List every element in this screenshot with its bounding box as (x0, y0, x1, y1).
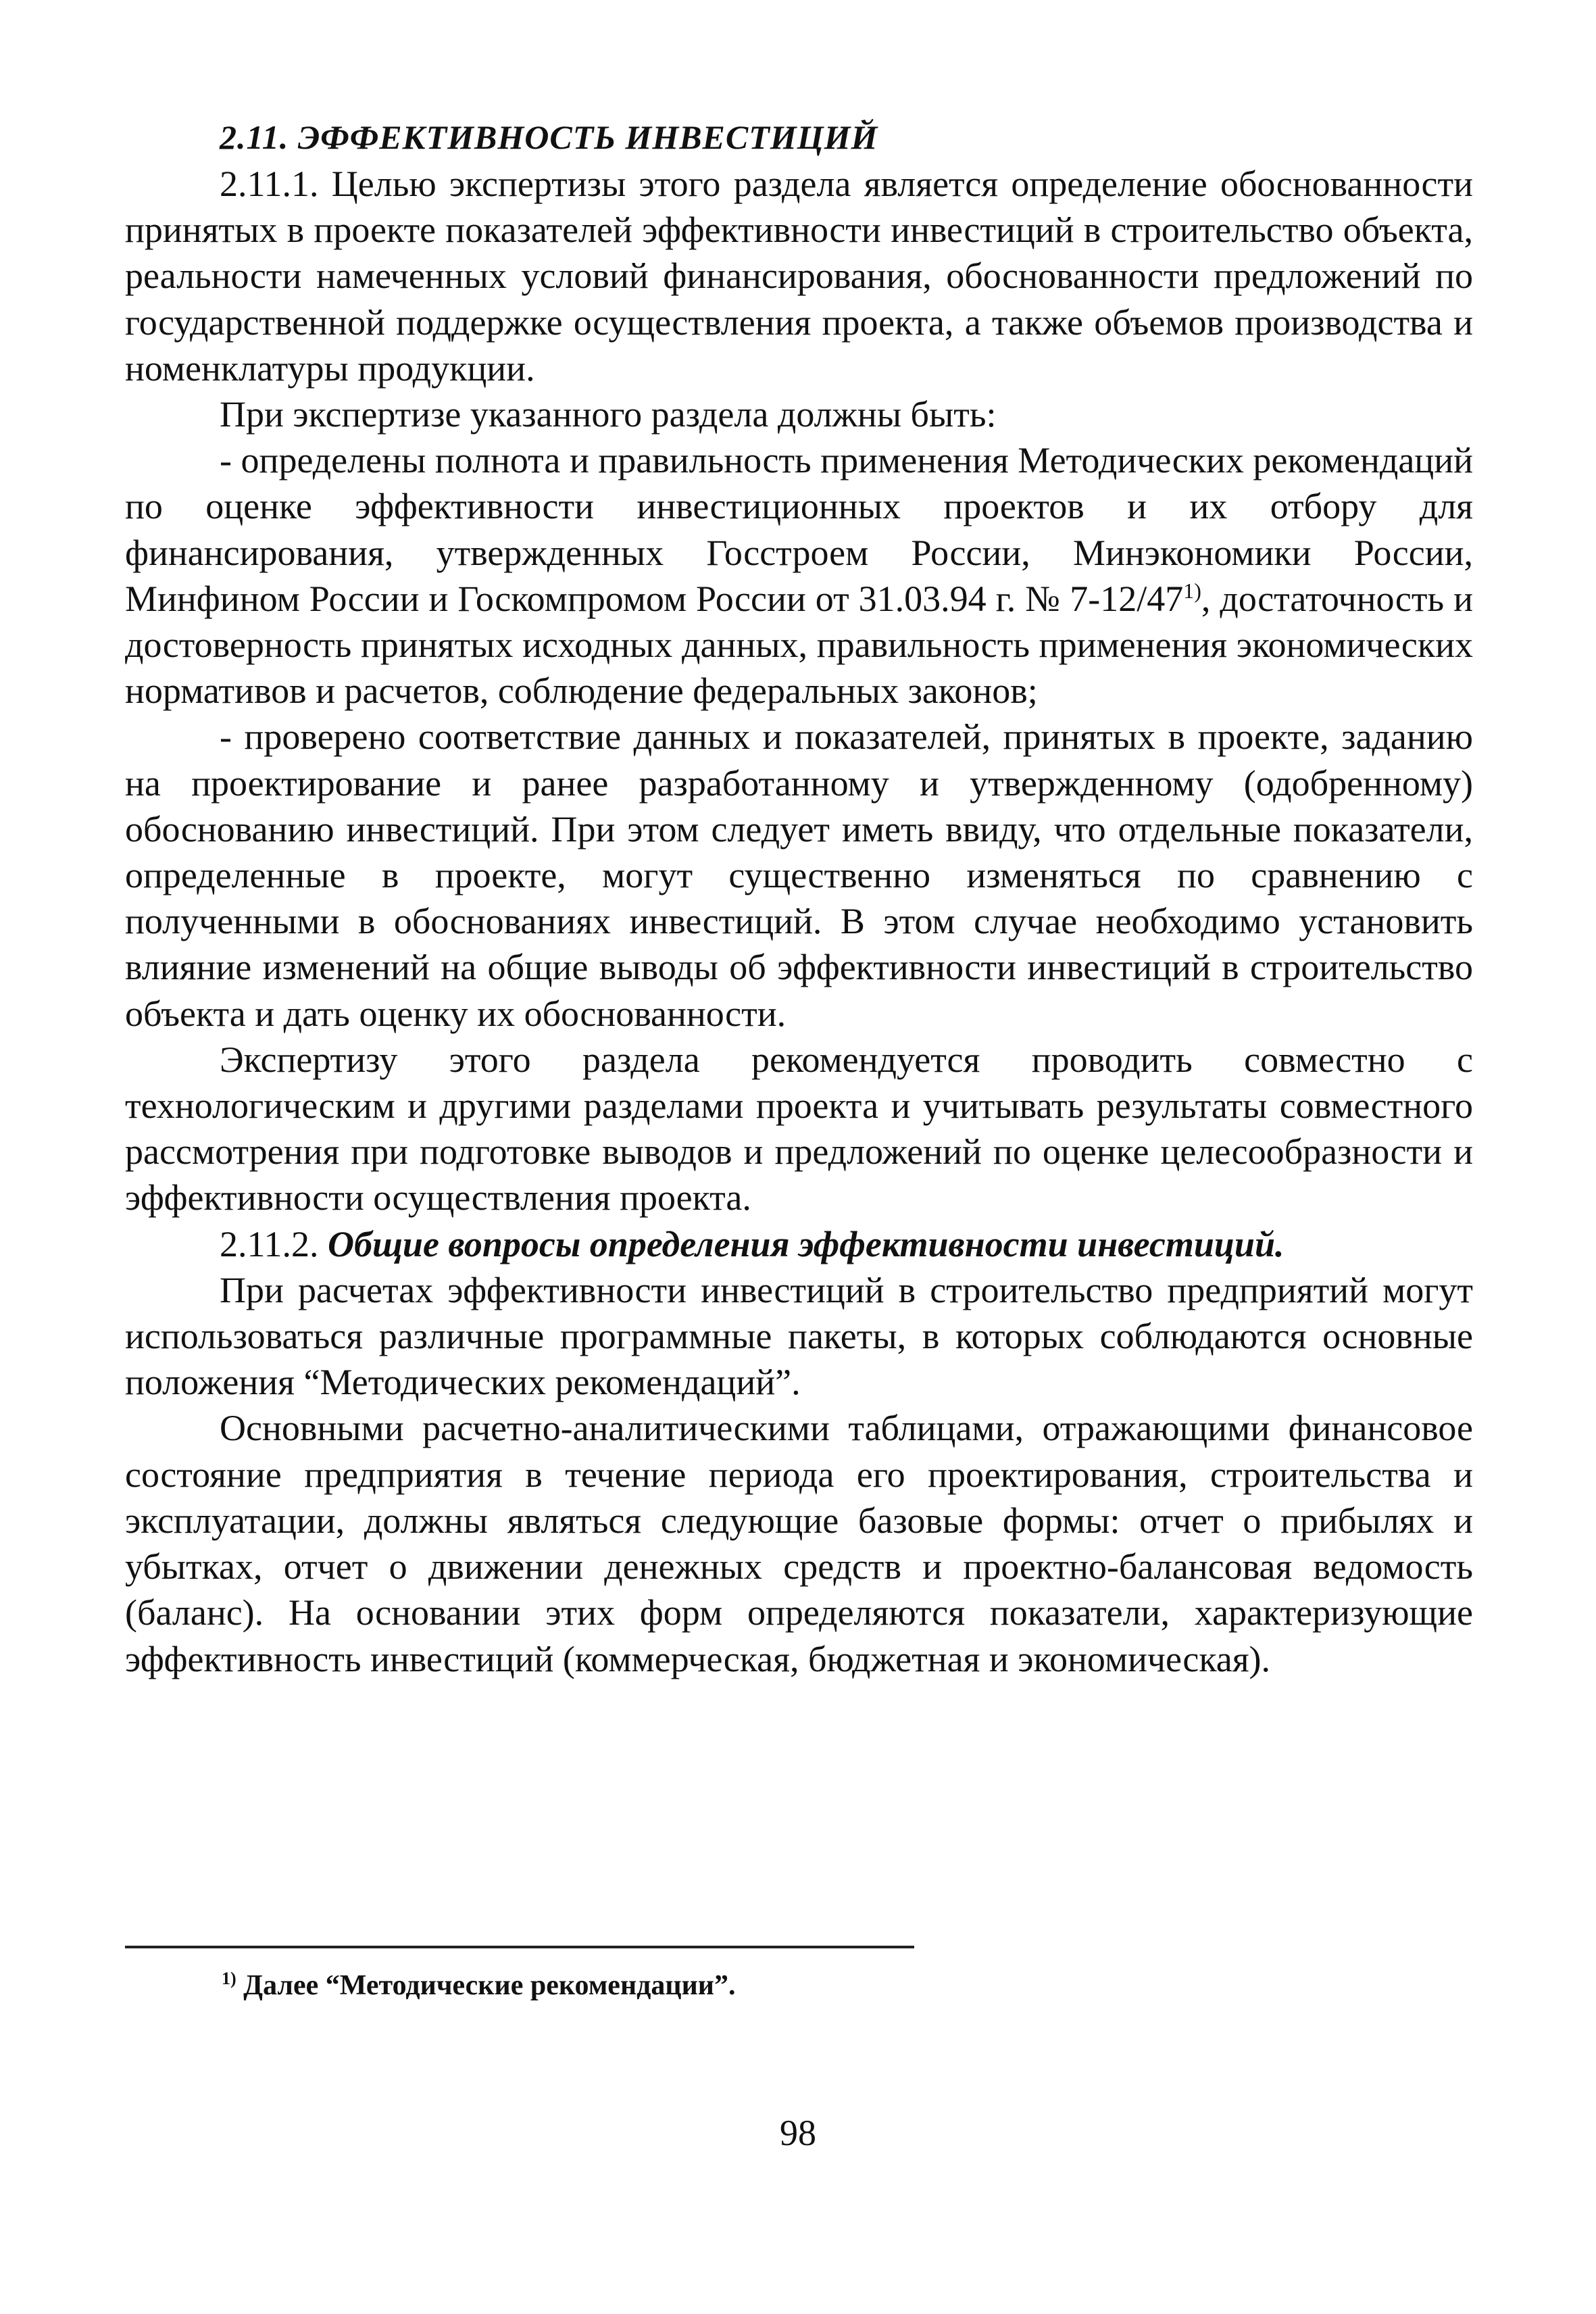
page-number: 98 (780, 2113, 816, 2153)
footnote-reference: 1) (1183, 578, 1201, 603)
list-item-text: - определены полнота и правильность применения Методических рекомендаций по оценке эффективности инвестиционных проектов и их отбору для финансирования, утвержденных Госстроем России, Минэкономики России, Минфином России и Госкомпромом России от 31.03.94 г. № 7-12/47 (125, 440, 1473, 619)
paragraph-text: Целью экспертизы этого раздела является определение обоснованности принятых в проекте показателей эффективности инвестиций в строительство объекта, реальности намеченных условий финансирования, обоснованности предложений по государственной поддержке осуществления проекта, а также объемов производства и номенклатуры продукции. (125, 164, 1473, 389)
paragraph-2-11-2 (125, 1221, 1473, 1267)
paragraph-2-11-1 (125, 161, 1473, 391)
footnote-marker: 1) (222, 1969, 236, 1988)
section-heading (220, 115, 1473, 159)
paragraph-base-forms: Основными расчетно-аналитическими таблицами, отражающими финансовое состояние предприятия в течение периода его проектирования, строительства и эксплуатации, должны являться следующие базовые формы: отчет о прибылях и убытках, отчет о движении денежных средств и проектно-балансовая ведомость (баланс). На основании этих форм определяются показатели, характеризующие эффективность инвестиций (коммерческая, бюджетная и экономическая). (125, 1408, 1473, 1679)
paragraph-software-packages: При расчетах эффективности инвестиций в строительство предприятий могут использоваться различные программные пакеты, в которых соблюдаются основные положения “Методических рекомендаций”. (125, 1269, 1473, 1403)
list-item-methodology (125, 437, 1473, 714)
footnote (222, 1968, 736, 2003)
paragraph-number: 2.11.1. (220, 164, 319, 204)
paragraph-number: 2.11.2. (220, 1223, 319, 1264)
footnote-divider (125, 1946, 914, 1948)
paragraph-joint-review: Экспертизу этого раздела рекомендуется проводить совместно с технологическим и другими разделами проекта и учитывать результаты совместного рассмотрения при подготовке выводов и предложений по оценке целесообразности и эффективности осуществления проекта. (125, 1039, 1473, 1218)
footnote-text: Далее “Методические рекомендации”. (243, 1970, 736, 2001)
section-title: ЭФФЕКТИВНОСТЬ ИНВЕСТИЦИЙ (297, 118, 878, 156)
paragraph-intro-list: При экспертизе указанного раздела должны быть: (220, 394, 997, 435)
page-body (125, 115, 1473, 1682)
section-number: 2.11. (220, 118, 289, 156)
list-item-compliance: - проверено соответствие данных и показателей, принятых в проекте, заданию на проектирование и ранее разработанному и утвержденному (одобренному) обоснованию инвестиций. При этом следует иметь ввиду, что отдельные показатели, определенные в проекте, могут существенно изменяться по сравнению с полученными в обоснованиях инвестиций. В этом случае необходимо установить влияние изменений на общие выводы об эффективности инвестиций в строительство объекта и дать оценку их обоснованности. (125, 716, 1473, 1034)
subsection-title: Общие вопросы определения эффективности инвестиций. (328, 1223, 1285, 1264)
list-item-text-cont: , достаточность и достоверность принятых исходных данных, правильность применения экономических нормативов и расчетов, соблюдение федеральных законов; (125, 578, 1473, 712)
